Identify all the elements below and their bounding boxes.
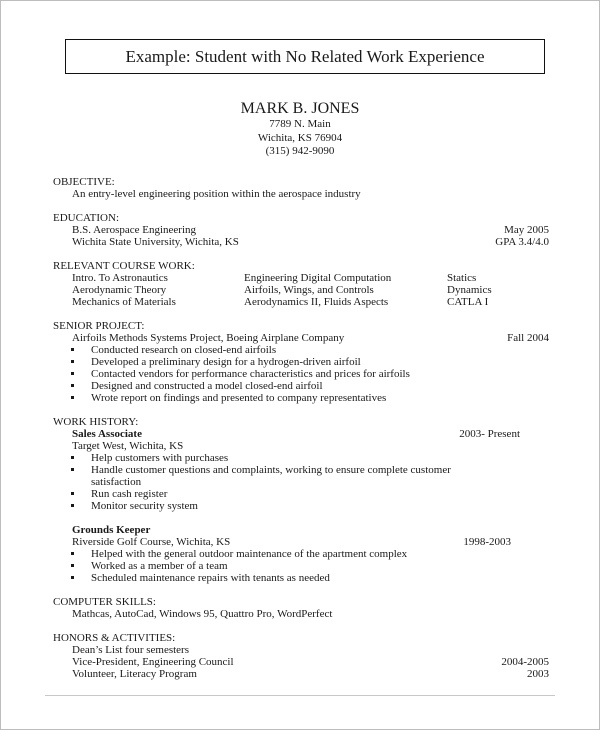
job-date: 2003- Present bbox=[459, 428, 520, 440]
page-divider bbox=[45, 695, 555, 696]
job-role: Grounds Keeper bbox=[72, 524, 151, 536]
honor-date: 2004-2005 bbox=[501, 656, 549, 668]
gpa: GPA 3.4/4.0 bbox=[495, 236, 549, 248]
course: Aerodynamics II, Fluids Aspects bbox=[244, 296, 389, 308]
education-section bbox=[53, 212, 549, 248]
objective-text: An entry-level engineering position within the aerospace industry bbox=[72, 188, 361, 200]
course: CATLA I bbox=[447, 296, 489, 308]
street-address: 7789 N. Main bbox=[269, 118, 331, 130]
school: Wichita State University, Wichita, KS bbox=[72, 236, 239, 248]
honors-section bbox=[53, 632, 549, 680]
job-role: Sales Associate bbox=[72, 428, 142, 440]
bullet-item: Helped with the general outdoor maintenance of the apartment complex bbox=[91, 548, 549, 560]
job-row bbox=[53, 428, 549, 440]
bullet-item: Developed a preliminary design for a hydrogen-driven airfoil bbox=[91, 356, 549, 368]
bullet-item: Handle customer questions and complaints, working to ensure complete customer satisfaction bbox=[91, 464, 481, 488]
section-title: WORK HISTORY: bbox=[53, 416, 139, 428]
phone-number: (315) 942-9090 bbox=[265, 145, 335, 157]
job-entry bbox=[53, 428, 549, 512]
bullet-item: Contacted vendors for performance characteristics and prices for airfoils bbox=[91, 368, 549, 380]
section-title: HONORS & ACTIVITIES: bbox=[53, 632, 176, 644]
job-place: Target West, Wichita, KS bbox=[72, 440, 184, 452]
honor-date: 2003 bbox=[527, 668, 549, 680]
project-row bbox=[53, 332, 549, 344]
example-banner: Example: Student with No Related Work Experience bbox=[65, 39, 545, 74]
course: Intro. To Astronautics bbox=[72, 272, 168, 284]
bullet-item: Worked as a member of a team bbox=[91, 560, 549, 572]
job-place: Riverside Golf Course, Wichita, KS bbox=[72, 536, 231, 548]
project-date: Fall 2004 bbox=[507, 332, 549, 344]
coursework-grid bbox=[53, 272, 549, 308]
graduation-date: May 2005 bbox=[504, 224, 549, 236]
bullet-item: Wrote report on findings and presented to company representatives bbox=[91, 392, 549, 404]
honor-text: Vice-President, Engineering Council bbox=[72, 656, 234, 668]
job-date: 1998-2003 bbox=[463, 536, 511, 548]
course: Airfoils, Wings, and Controls bbox=[244, 284, 374, 296]
section-title: OBJECTIVE: bbox=[53, 176, 115, 188]
course: Statics bbox=[447, 272, 477, 284]
job-bullets bbox=[53, 452, 481, 512]
section-title: SENIOR PROJECT: bbox=[53, 320, 145, 332]
skills-text: Mathcas, AutoCad, Windows 95, Quattro Pro, WordPerfect bbox=[72, 608, 333, 620]
education-row bbox=[53, 224, 549, 236]
honor-row bbox=[53, 644, 549, 656]
computer-skills-section bbox=[53, 596, 549, 620]
course: Mechanics of Materials bbox=[72, 296, 176, 308]
work-history-section bbox=[53, 416, 549, 584]
section-title: EDUCATION: bbox=[53, 212, 119, 224]
honor-row bbox=[53, 656, 549, 668]
section-title: RELEVANT COURSE WORK: bbox=[53, 260, 195, 272]
resume-header bbox=[0, 100, 600, 159]
education-row bbox=[53, 236, 549, 248]
bullet-item: Scheduled maintenance repairs with tenants as needed bbox=[91, 572, 549, 584]
degree: B.S. Aerospace Engineering bbox=[72, 224, 197, 236]
honor-text: Volunteer, Literacy Program bbox=[72, 668, 197, 680]
bullet-item: Run cash register bbox=[91, 488, 481, 500]
city-state-zip: Wichita, KS 76904 bbox=[257, 131, 343, 144]
course: Aerodynamic Theory bbox=[72, 284, 167, 296]
coursework-section bbox=[53, 260, 549, 308]
project-name: Airfoils Methods Systems Project, Boeing Airplane Company bbox=[72, 332, 345, 344]
course: Dynamics bbox=[447, 284, 492, 296]
senior-project-section bbox=[53, 320, 549, 404]
bullet-item: Conducted research on closed-end airfoils bbox=[91, 344, 549, 356]
section-title: COMPUTER SKILLS: bbox=[53, 596, 156, 608]
bullet-item: Help customers with purchases bbox=[91, 452, 481, 464]
resume-body bbox=[53, 176, 549, 692]
job-entry bbox=[53, 524, 549, 584]
honor-row bbox=[53, 668, 549, 680]
honor-text: Dean’s List four semesters bbox=[72, 644, 189, 656]
project-bullets bbox=[53, 344, 549, 404]
course: Engineering Digital Computation bbox=[244, 272, 392, 284]
candidate-name: MARK B. JONES bbox=[240, 100, 360, 117]
bullet-item: Designed and constructed a model closed-end airfoil bbox=[91, 380, 549, 392]
job-row bbox=[53, 536, 549, 548]
objective-section bbox=[53, 176, 549, 200]
job-bullets bbox=[53, 548, 549, 584]
bullet-item: Monitor security system bbox=[91, 500, 481, 512]
